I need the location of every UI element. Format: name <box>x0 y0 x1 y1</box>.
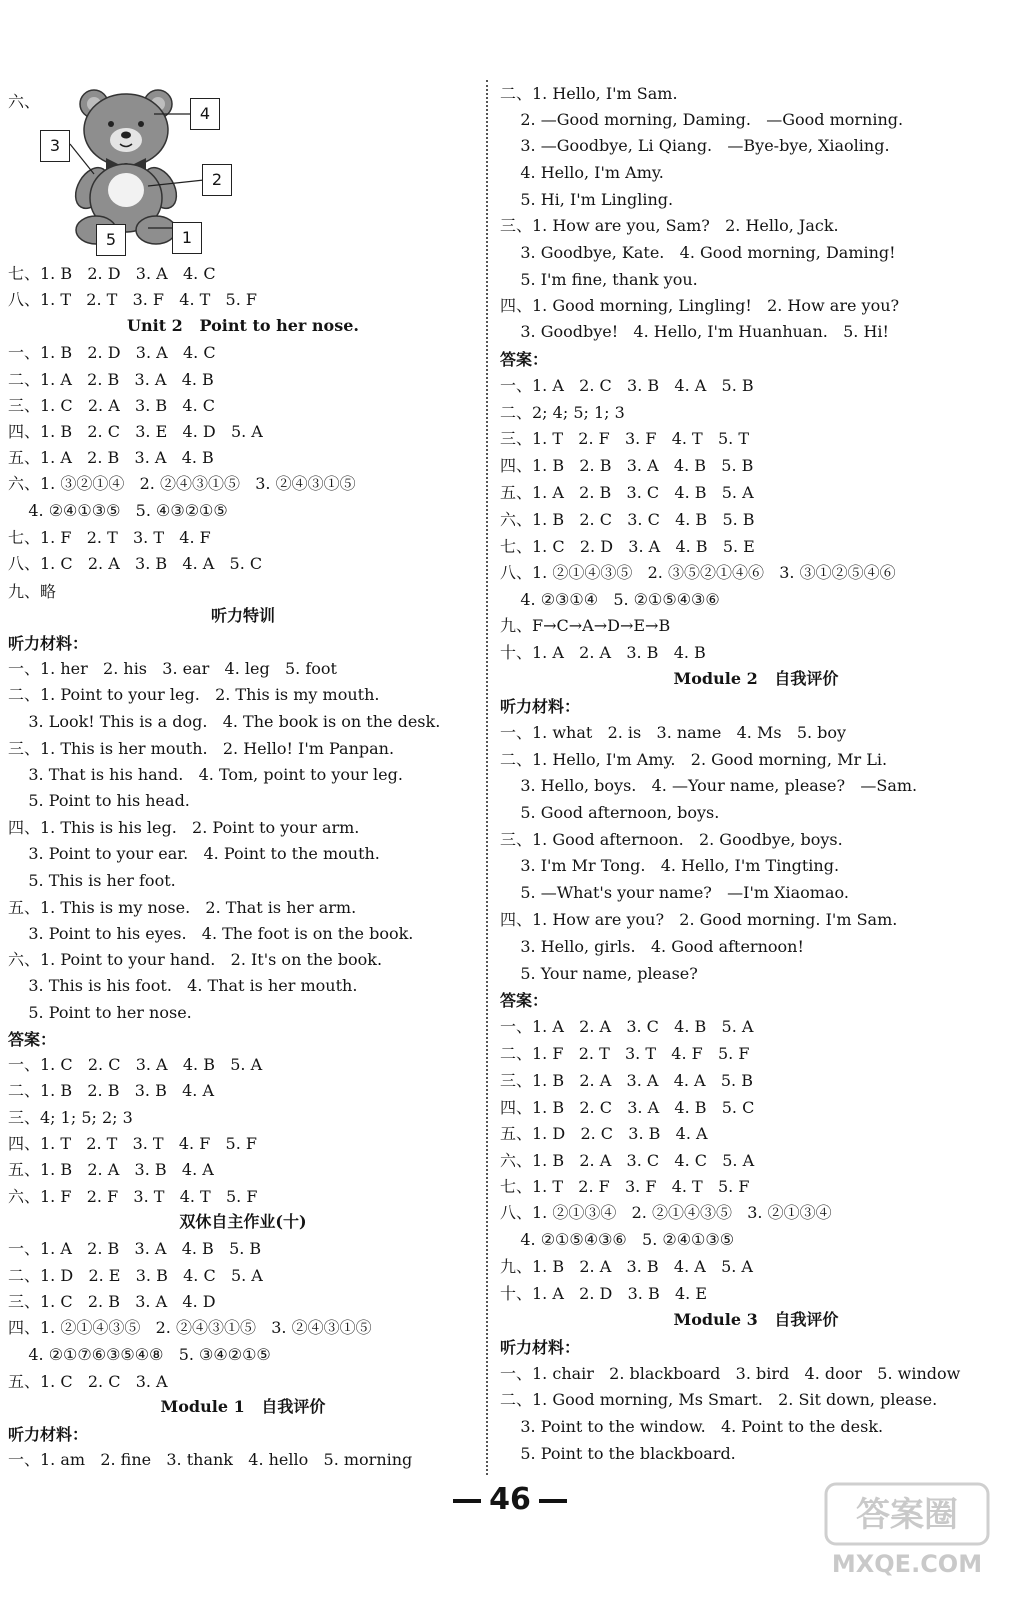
answer-line: 九、F→C→A→D→E→B <box>500 616 671 635</box>
answer-line: 七、1. T 2. F 3. F 4. T 5. F <box>500 1177 750 1196</box>
answer-line: 三、1. C 2. A 3. B 4. C <box>8 396 215 415</box>
answer-line: 一、1. A 2. A 3. C 4. B 5. A <box>500 1017 754 1036</box>
answer-line: 四、1. T 2. T 3. T 4. F 5. F <box>8 1134 258 1153</box>
section-heading: Module 3 自我评价 <box>673 1310 839 1329</box>
answer-line: 一、1. C 2. C 3. A 4. B 5. A <box>8 1055 263 1074</box>
page-number-text: 46 <box>489 1482 531 1517</box>
answer-line: 5. Point to the blackboard. <box>500 1444 736 1463</box>
answer-line: 2. —Good morning, Daming. —Good morning. <box>500 110 904 129</box>
answer-line: 八、1. T 2. T 3. F 4. T 5. F <box>8 290 258 309</box>
answer-line: 5. Point to her nose. <box>8 1003 192 1022</box>
answer-line: 3. Point to his eyes. 4. The foot is on the book. <box>8 924 414 943</box>
section-heading: Unit 2 Point to her nose. <box>127 316 359 335</box>
answer-line: 五、1. B 2. A 3. B 4. A <box>8 1160 214 1179</box>
watermark-text: 答案圈 <box>856 1495 958 1535</box>
answer-line: 三、1. How are you, Sam? 2. Hello, Jack. <box>500 216 839 235</box>
answer-line: 3. That is his hand. 4. Tom, point to your leg. <box>8 765 403 784</box>
bear-label-box: 5 <box>96 224 126 256</box>
answer-line: 一、1. A 2. C 3. B 4. A 5. B <box>500 376 754 395</box>
answer-line: 二、1. Point to your leg. 2. This is my mouth. <box>8 685 380 704</box>
answer-line: 四、1. ②①④③⑤ 2. ②④③①⑤ 3. ②④③①⑤ <box>8 1318 372 1337</box>
answer-line: 八、1. C 2. A 3. B 4. A 5. C <box>8 554 263 573</box>
answer-line: 5. Good afternoon, boys. <box>500 803 720 822</box>
section-heading: 双休自主作业(十) <box>179 1212 307 1231</box>
answer-line: 一、1. A 2. B 3. A 4. B 5. B <box>8 1239 262 1258</box>
section-heading: 听力特训 <box>210 606 275 625</box>
answer-line: 一、1. am 2. fine 3. thank 4. hello 5. morning <box>8 1450 413 1469</box>
section-label: 答案： <box>8 1030 57 1049</box>
answer-line: 四、1. B 2. C 3. A 4. B 5. C <box>500 1098 755 1117</box>
answer-line: 5. Hi, I'm Lingling. <box>500 190 674 209</box>
answer-line: 五、1. C 2. C 3. A <box>8 1372 168 1391</box>
answer-line: 二、1. Good morning, Ms Smart. 2. Sit down, please. <box>500 1390 938 1409</box>
section-label: 答案： <box>500 991 549 1010</box>
answer-line: 3. Goodbye, Kate. 4. Good morning, Daming! <box>500 243 896 262</box>
bear-label-box: 3 <box>40 130 70 162</box>
answer-line: 5. Point to his head. <box>8 791 190 810</box>
section-heading: Module 1 自我评价 <box>160 1397 326 1416</box>
page-number <box>440 1482 580 1517</box>
teddy-bear-figure <box>36 88 236 260</box>
answer-line: 三、1. C 2. B 3. A 4. D <box>8 1292 216 1311</box>
answer-line: 八、1. ②①③④ 2. ②①④③⑤ 3. ②①③④ <box>500 1203 832 1222</box>
answer-line: 五、1. A 2. B 3. A 4. B <box>8 448 214 467</box>
answer-line: 3. Hello, girls. 4. Good afternoon! <box>500 937 804 956</box>
answer-line: 三、1. T 2. F 3. F 4. T 5. T <box>500 429 750 448</box>
answer-line: 三、1. This is her mouth. 2. Hello! I'm Panpan. <box>8 739 395 758</box>
column-divider <box>486 80 488 1475</box>
answer-line: 二、1. B 2. B 3. B 4. A <box>8 1081 215 1100</box>
answer-line: 二、2; 4; 5; 1; 3 <box>500 403 625 422</box>
answer-line: 六、1. ③②①④ 2. ②④③①⑤ 3. ②④③①⑤ <box>8 474 356 493</box>
answer-line: 5. —What's your name? —I'm Xiaomao. <box>500 883 849 902</box>
answer-line: 八、1. ②①④③⑤ 2. ③⑤②①④⑥ 3. ③①②⑤④⑥ <box>500 563 896 582</box>
answer-line: 3. This is his foot. 4. That is her mouth. <box>8 976 358 995</box>
answer-line: 一、1. B 2. D 3. A 4. C <box>8 343 216 362</box>
answer-line: 一、1. what 2. is 3. name 4. Ms 5. boy <box>500 723 847 742</box>
answer-line: 四、1. This is his leg. 2. Point to your arm. <box>8 818 360 837</box>
answer-line: 十、1. A 2. A 3. B 4. B <box>500 643 706 662</box>
answer-line: 3. I'm Mr Tong. 4. Hello, I'm Tingting. <box>500 856 840 875</box>
bear-label-box: 2 <box>202 164 232 196</box>
answer-line: 3. Point to your ear. 4. Point to the mouth. <box>8 844 380 863</box>
answer-line: 九、略 <box>8 582 57 601</box>
answer-line: 七、1. C 2. D 3. A 4. B 5. E <box>500 537 755 556</box>
answer-line: 四、1. B 2. C 3. E 4. D 5. A <box>8 422 263 441</box>
answer-line: 二、1. A 2. B 3. A 4. B <box>8 370 214 389</box>
answer-line: 六、1. F 2. F 3. T 4. T 5. F <box>8 1187 258 1206</box>
section-heading: Module 2 自我评价 <box>673 669 839 688</box>
answer-line: 九、1. B 2. A 3. B 4. A 5. A <box>500 1257 753 1276</box>
answer-line: 5. Your name, please? <box>500 964 698 983</box>
answer-line: 七、1. F 2. T 3. T 4. F <box>8 528 211 547</box>
answer-line: 四、1. B 2. B 3. A 4. B 5. B <box>500 456 754 475</box>
answer-line: 4. ②①⑤④③⑥ 5. ②④①③⑤ <box>500 1230 735 1249</box>
answer-line: 五、1. This is my nose. 2. That is her arm. <box>8 898 357 917</box>
answer-line: 四、1. Good morning, Lingling! 2. How are you? <box>500 296 900 315</box>
answer-line: 五、1. D 2. C 3. B 4. A <box>500 1124 708 1143</box>
answer-line: 六、1. B 2. A 3. C 4. C 5. A <box>500 1151 755 1170</box>
bear-label-box: 4 <box>190 98 220 130</box>
answer-line: 4. ②①⑦⑥③⑤④⑧ 5. ③④②①⑤ <box>8 1345 271 1364</box>
answer-line: 4. ②③①④ 5. ②①⑤④③⑥ <box>500 590 720 609</box>
answer-line: 二、1. Hello, I'm Amy. 2. Good morning, Mr Li. <box>500 750 888 769</box>
answer-line: 3. Hello, boys. 4. —Your name, please? —Sam. <box>500 776 918 795</box>
answer-line: 六、 <box>8 92 41 111</box>
answer-line: 3. —Goodbye, Li Qiang. —Bye-bye, Xiaoling. <box>500 136 890 155</box>
bear-label-box: 1 <box>172 222 202 254</box>
watermark-logo <box>822 1480 992 1580</box>
section-label: 听力材料： <box>8 1425 89 1444</box>
answer-line: 十、1. A 2. D 3. B 4. E <box>500 1284 708 1303</box>
answer-line: 5. I'm fine, thank you. <box>500 270 698 289</box>
answer-line: 二、1. D 2. E 3. B 4. C 5. A <box>8 1266 263 1285</box>
answer-line: 三、4; 1; 5; 2; 3 <box>8 1108 133 1127</box>
answer-line: 一、1. chair 2. blackboard 3. bird 4. door 5. window <box>500 1364 961 1383</box>
answer-line: 二、1. F 2. T 3. T 4. F 5. F <box>500 1044 750 1063</box>
answer-line: 六、1. B 2. C 3. C 4. B 5. B <box>500 510 755 529</box>
answer-line: 4. ②④①③⑤ 5. ④③②①⑤ <box>8 501 228 520</box>
answer-line: 3. Point to the window. 4. Point to the desk. <box>500 1417 884 1436</box>
answer-line: 三、1. B 2. A 3. A 4. A 5. B <box>500 1071 753 1090</box>
answer-line: 六、1. Point to your hand. 2. It's on the book. <box>8 950 383 969</box>
section-label: 听力材料： <box>8 634 89 653</box>
section-label: 听力材料： <box>500 1338 581 1357</box>
watermark-url: MXQE.COM <box>831 1550 983 1578</box>
answer-line: 一、1. her 2. his 3. ear 4. leg 5. foot <box>8 659 337 678</box>
answer-line: 五、1. A 2. B 3. C 4. B 5. A <box>500 483 754 502</box>
answer-line: 3. Goodbye! 4. Hello, I'm Huanhuan. 5. Hi! <box>500 322 889 341</box>
answer-line: 四、1. How are you? 2. Good morning. I'm Sam. <box>500 910 898 929</box>
section-label: 答案： <box>500 350 549 369</box>
answer-line: 二、1. Hello, I'm Sam. <box>500 84 678 103</box>
answer-line: 三、1. Good afternoon. 2. Goodbye, boys. <box>500 830 843 849</box>
answer-line: 4. Hello, I'm Amy. <box>500 163 664 182</box>
answer-line: 七、1. B 2. D 3. A 4. C <box>8 264 216 283</box>
answer-line: 3. Look! This is a dog. 4. The book is on the desk. <box>8 712 441 731</box>
section-label: 听力材料： <box>500 697 581 716</box>
answer-line: 5. This is her foot. <box>8 871 176 890</box>
